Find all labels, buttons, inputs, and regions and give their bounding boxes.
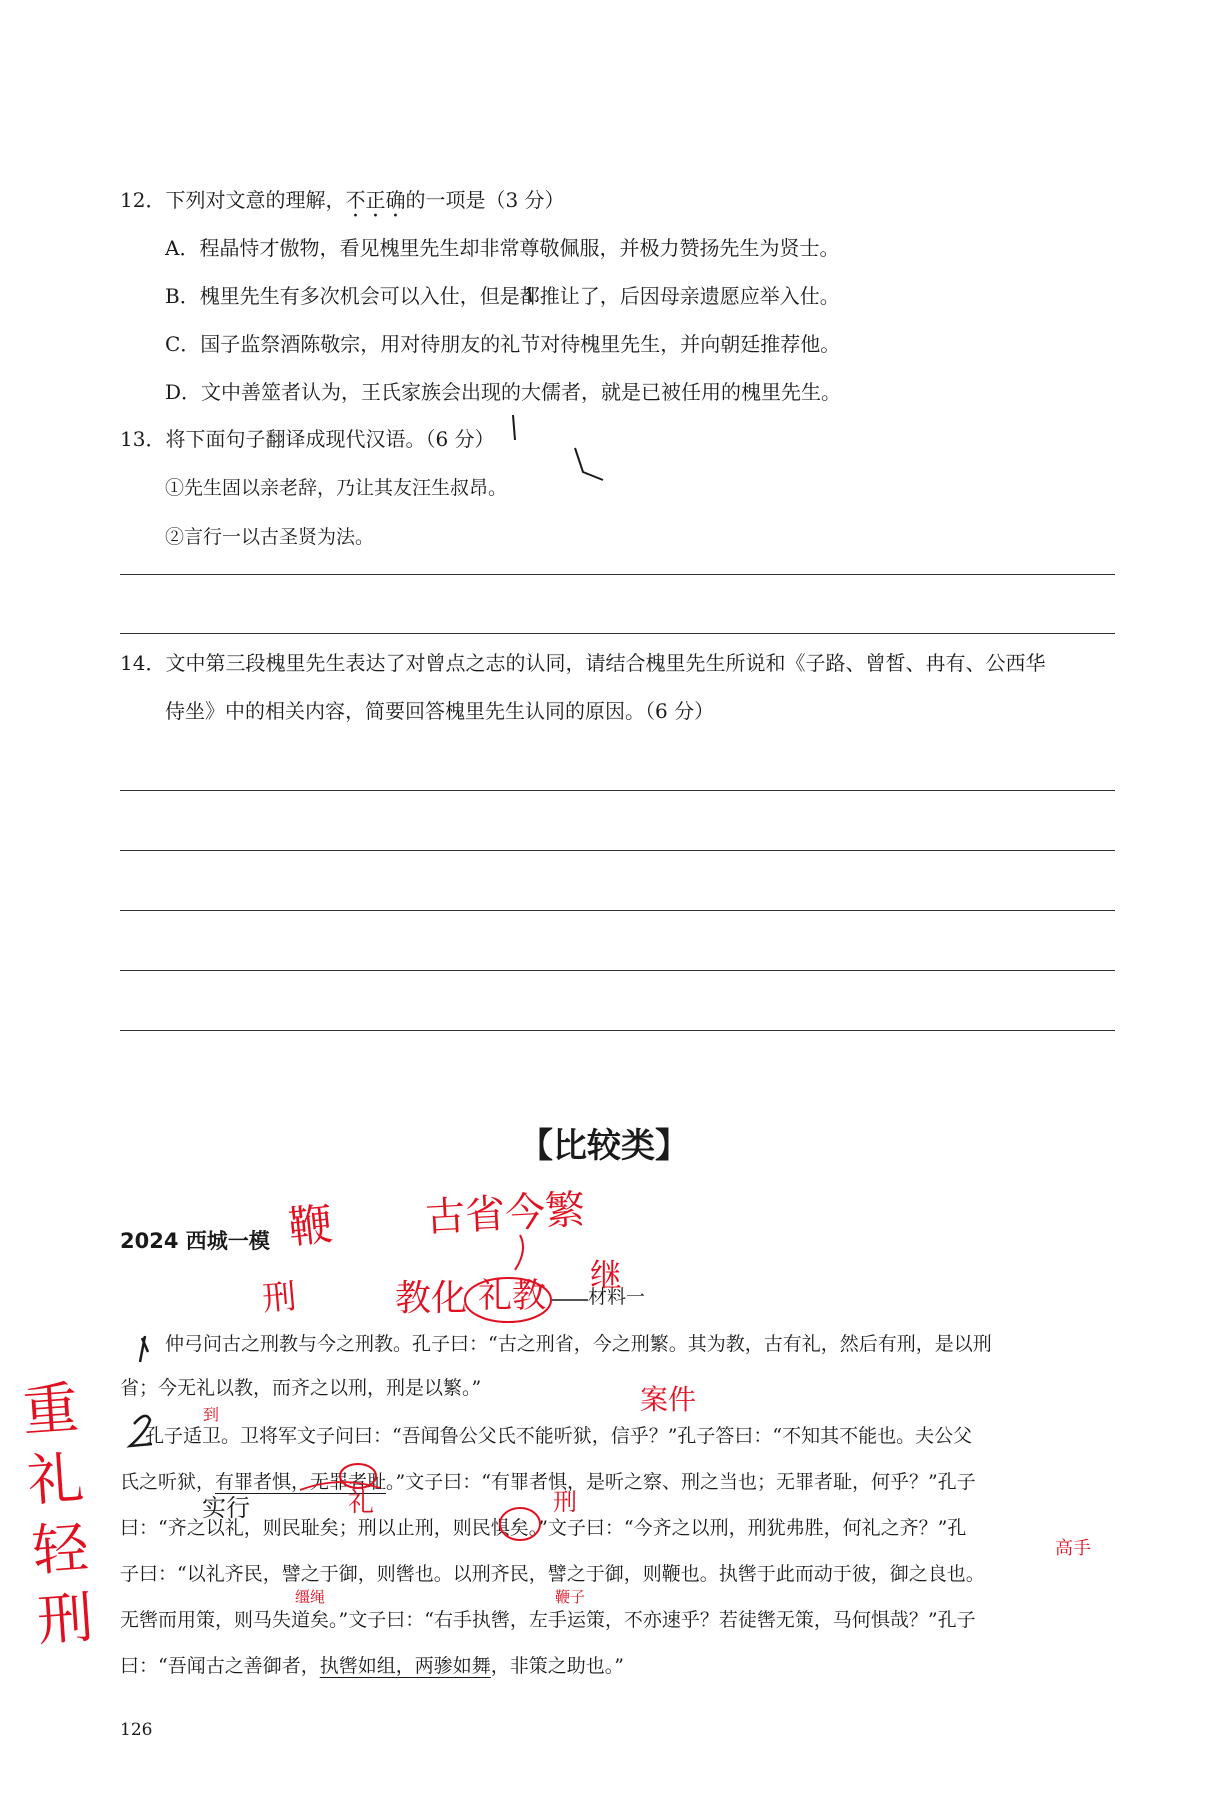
note-annotation: 高手 [1055, 1538, 1091, 1559]
answer-line [120, 633, 1115, 634]
q13-item-1: ①先生固以亲老辞，乃让其友汪生叔昂。 [165, 477, 508, 499]
passage-p2-line2 [120, 1460, 1118, 1504]
q13-stem: 13．将下面句子翻译成现代汉语。（6 分） [120, 427, 495, 451]
answer-line [120, 910, 1115, 911]
note-annotation: 鞭子 [555, 1588, 586, 1606]
passage-text: 。”文子曰：“有罪者惧，是听之察、刑之当也；无罪者耻，何乎？”孔子 [386, 1471, 976, 1493]
q13-item-2: ②言行一以古圣贤为法。 [165, 526, 375, 548]
q12-stem-pre: 12．下列对文意的理解， [120, 188, 346, 212]
q12-stem [120, 185, 565, 215]
note-annotation: 教化 [395, 1278, 468, 1319]
passage-p1-line2: 省；今无礼以教，而齐之以刑，刑是以繁。” [120, 1377, 482, 1399]
page-number: 126 [120, 1720, 153, 1740]
answer-line [120, 790, 1115, 791]
source-label: 2024 西城一模 [120, 1229, 270, 1253]
note-annotation: 鞭 [285, 1198, 336, 1255]
passage-p2-line5: 无辔而用策，则马失道矣。”文子曰：“右手执辔，左手运策，不亦速乎？若徒辔无策，马何惧哉？”孔子 [120, 1609, 976, 1631]
passage-p1-line1: 仲弓问古之刑教与今之刑教。孔子曰：“古之刑省，今之刑繁。其为教，古有礼，然后有刑，是以刑 [165, 1333, 992, 1355]
note-annotation: 刑 [553, 1488, 577, 1516]
q12-stem-emph: 不正确 [345, 188, 406, 212]
q12-option-d: D．文中善筮者认为，王氏家族会出现的大儒者，就是已被任用的槐里先生。 [165, 380, 842, 404]
q12-option-b: B．槐里先生有多次机会可以入仕，但是都推让了，后因母亲遗愿应举入仕。 [165, 284, 840, 308]
note-annotation: 古省今繁 [424, 1186, 587, 1242]
material-label: 材料一 [588, 1286, 646, 1308]
note-annotation: 继 [590, 1256, 623, 1294]
q14-stem-line2: 侍坐》中的相关内容，简要回答槐里先生认同的原因。（6 分） [165, 699, 715, 723]
note-annotation: 礼教 [478, 1276, 546, 1316]
q12-option-a: A．程晶恃才傲物，看见槐里先生却非常尊敬佩服，并极力赞扬先生为贤士。 [165, 236, 840, 260]
margin-annotation: 重礼轻刑 [20, 1375, 96, 1655]
arrow-mark [515, 1235, 523, 1270]
note-annotation: 到 [203, 1405, 220, 1424]
passage-text: 氏之听狱， [120, 1471, 216, 1493]
answer-line [120, 574, 1115, 575]
underlined-phrase: 执辔如组，两骖如舞 [319, 1655, 491, 1677]
passage-p2-line1: 孔子适卫。卫将军文子问曰：“吾闻鲁公父氏不能听狱，信乎？”孔子答曰：“不知其不能也。夫公父 [145, 1425, 973, 1447]
underlined-phrase: 有罪者惧，无罪者耻 [215, 1471, 387, 1493]
handwritten-number-1 [140, 1336, 148, 1362]
note-annotation: 缰绳 [295, 1588, 326, 1606]
answer-line [120, 850, 1115, 851]
pen-mark [575, 448, 603, 480]
answer-line [120, 970, 1115, 971]
q12-option-c: C．国子监祭酒陈敬宗，用对待朋友的礼节对待槐里先生，并向朝廷推荐他。 [165, 332, 841, 356]
passage-p2-line3: 曰：“齐之以礼，则民耻矣；刑以止刑，则民惧矣。”文子曰：“今齐之以刑，刑犹弗胜，何礼之齐？”孔 [120, 1517, 967, 1539]
note-annotation: 案件 [640, 1383, 697, 1416]
section-title: 【比较类】 [519, 1126, 689, 1166]
answer-line [120, 1030, 1115, 1031]
note-annotation: 实行 [202, 1494, 250, 1522]
note-annotation: 刑 [260, 1276, 298, 1320]
passage-p2-line4: 子曰：“以礼齐民，譬之于御，则辔也。以刑齐民，譬之于御，则鞭也。执辔于此而动于彼，御之良也。 [120, 1563, 985, 1585]
passage-p2-line6 [120, 1644, 1118, 1688]
passage-text: ，非策之助也。” [490, 1655, 624, 1677]
passage-text: 曰：“吾闻古之善御者， [120, 1655, 320, 1677]
pen-mark [513, 415, 515, 440]
q14-stem-line1: 14．文中第三段槐里先生表达了对曾点之志的认同，请结合槐里先生所说和《子路、曾皙、冉有、公西华 [120, 651, 1046, 675]
q12-stem-post: 的一项是（3 分） [405, 188, 565, 212]
note-annotation: 礼 [348, 1488, 375, 1518]
